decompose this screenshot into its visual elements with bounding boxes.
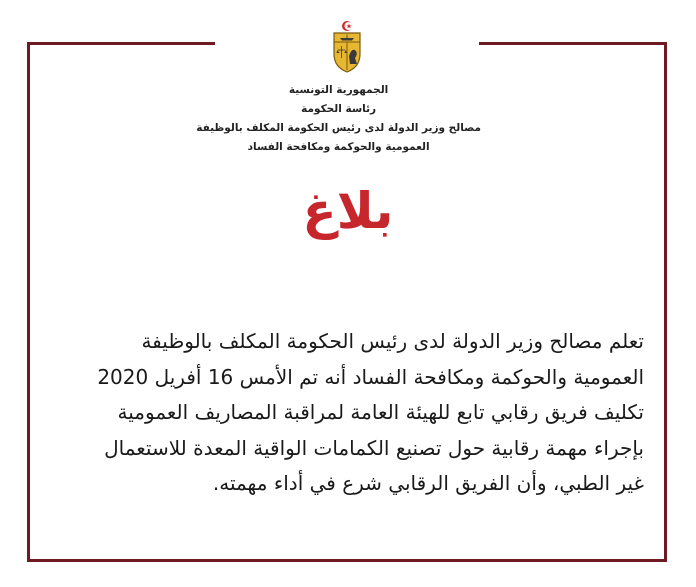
header-line-ministry: مصالح وزير الدولة لدى رئيس الحكومة المكلف بالوظيفة bbox=[196, 122, 481, 134]
frame-right-edge bbox=[664, 42, 667, 562]
issuer-header bbox=[196, 81, 481, 157]
document-title: بلاغ bbox=[302, 182, 394, 240]
header-line-country: الجمهورية التونسية bbox=[288, 84, 389, 96]
body-line-3: تكليف فريق رقابي تابع للهيئة العامة لمراقبة المصاريف العمومية bbox=[117, 400, 644, 424]
frame-top-left-edge bbox=[27, 42, 215, 45]
tunisia-coat-of-arms-icon bbox=[328, 20, 366, 76]
header-line-presidency: رئاسة الحكومة bbox=[301, 103, 377, 115]
frame-top-right-edge bbox=[479, 42, 667, 45]
announcement-body bbox=[44, 324, 644, 502]
header-line-ministry-cont: العمومية والحوكمة ومكافحة الفساد bbox=[247, 141, 430, 153]
body-line-4: بإجراء مهمة رقابية حول تصنيع الكمامات الواقية المعدة للاستعمال bbox=[104, 435, 644, 460]
body-line-1: تعلم مصالح وزير الدولة لدى رئيس الحكومة المكلف بالوظيفة bbox=[141, 329, 644, 353]
body-line-5: غير الطبي، وأن الفريق الرقابي شرع في أداء مهمته. bbox=[212, 471, 644, 495]
frame-bottom-edge bbox=[27, 559, 667, 562]
body-line-2: العمومية والحوكمة ومكافحة الفساد أنه تم الأمس 16 أفريل 2020 bbox=[97, 364, 644, 389]
frame-left-edge bbox=[27, 42, 30, 562]
